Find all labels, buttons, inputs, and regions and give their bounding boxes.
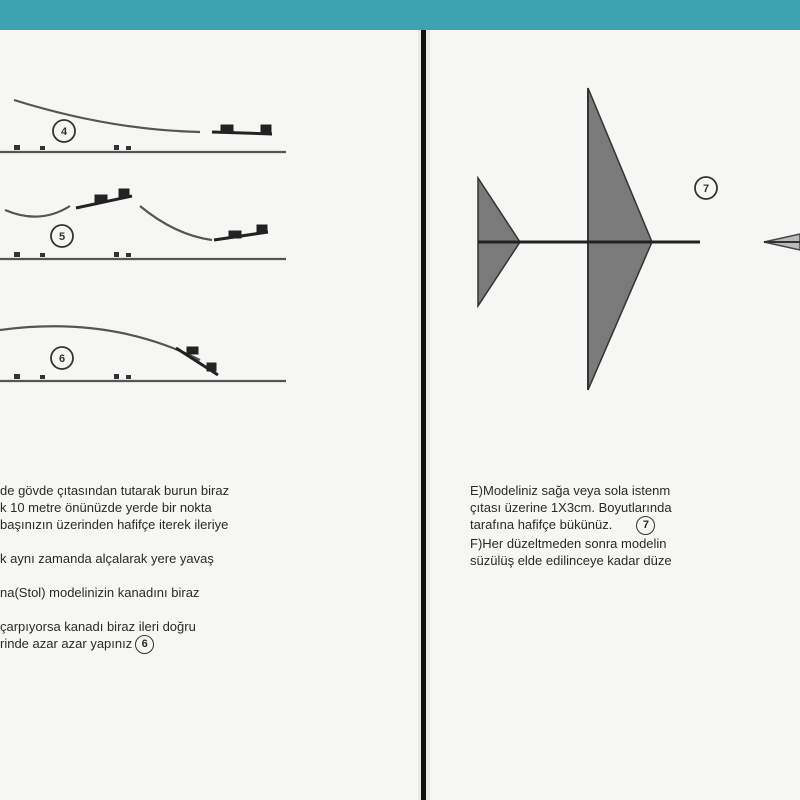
left-line <box>0 601 229 618</box>
flight-path-5b <box>140 206 212 240</box>
figure-5-marker <box>51 225 73 247</box>
main-wing <box>588 88 652 390</box>
top-banner <box>0 0 800 30</box>
left-line: rinde azar azar yapınız <box>0 636 133 651</box>
glider-top-view-figure <box>430 30 800 800</box>
figure-7-marker <box>695 177 717 199</box>
left-line-last <box>0 635 229 654</box>
page-divider <box>418 30 430 800</box>
flight-path-6 <box>0 326 200 360</box>
flight-path-4 <box>14 100 200 132</box>
right-page <box>430 30 800 800</box>
left-line <box>0 567 229 584</box>
left-line: na(Stol) modelinizin kanadını biraz <box>0 585 200 600</box>
figure-6-ref: 6 <box>135 635 154 654</box>
left-line: de gövde çıtasından tutarak burun biraz <box>0 483 230 498</box>
figure-7-label: 7 <box>702 183 710 195</box>
right-instructions <box>470 482 672 569</box>
flight-path-5a <box>5 206 70 217</box>
left-line: çarpıyorsa kanadı biraz ileri doğru <box>0 619 196 634</box>
right-line: tarafına hafifçe bükünüz. <box>470 517 613 532</box>
right-line-ref <box>470 516 672 535</box>
left-instructions <box>0 482 229 654</box>
left-line: başınızın üzerinden hafifçe iterek ileriye <box>0 517 229 532</box>
right-line: F)Her düzeltmeden sonra modelin <box>470 536 667 552</box>
glide-path-figures <box>0 30 418 800</box>
left-page <box>0 30 418 800</box>
figure-5-label: 5 <box>58 231 66 243</box>
figure-4-marker <box>53 120 75 142</box>
right-line: çıtası üzerine 1X3cm. Boyutlarında <box>470 500 672 515</box>
figure-6-label: 6 <box>58 353 66 365</box>
left-line: k aynı zamanda alçalarak yere yavaş <box>0 551 214 566</box>
left-line <box>0 533 229 550</box>
figure-4-label: 4 <box>60 126 68 138</box>
figure-6-marker <box>51 347 73 369</box>
right-line: E)Modeliniz sağa veya sola istenm <box>470 483 671 498</box>
right-line: süzülüş elde edilinceye kadar düze <box>470 553 672 569</box>
figure-7-ref: 7 <box>636 516 655 535</box>
left-line: k 10 metre önünüzde yerde bir nokta <box>0 500 212 515</box>
